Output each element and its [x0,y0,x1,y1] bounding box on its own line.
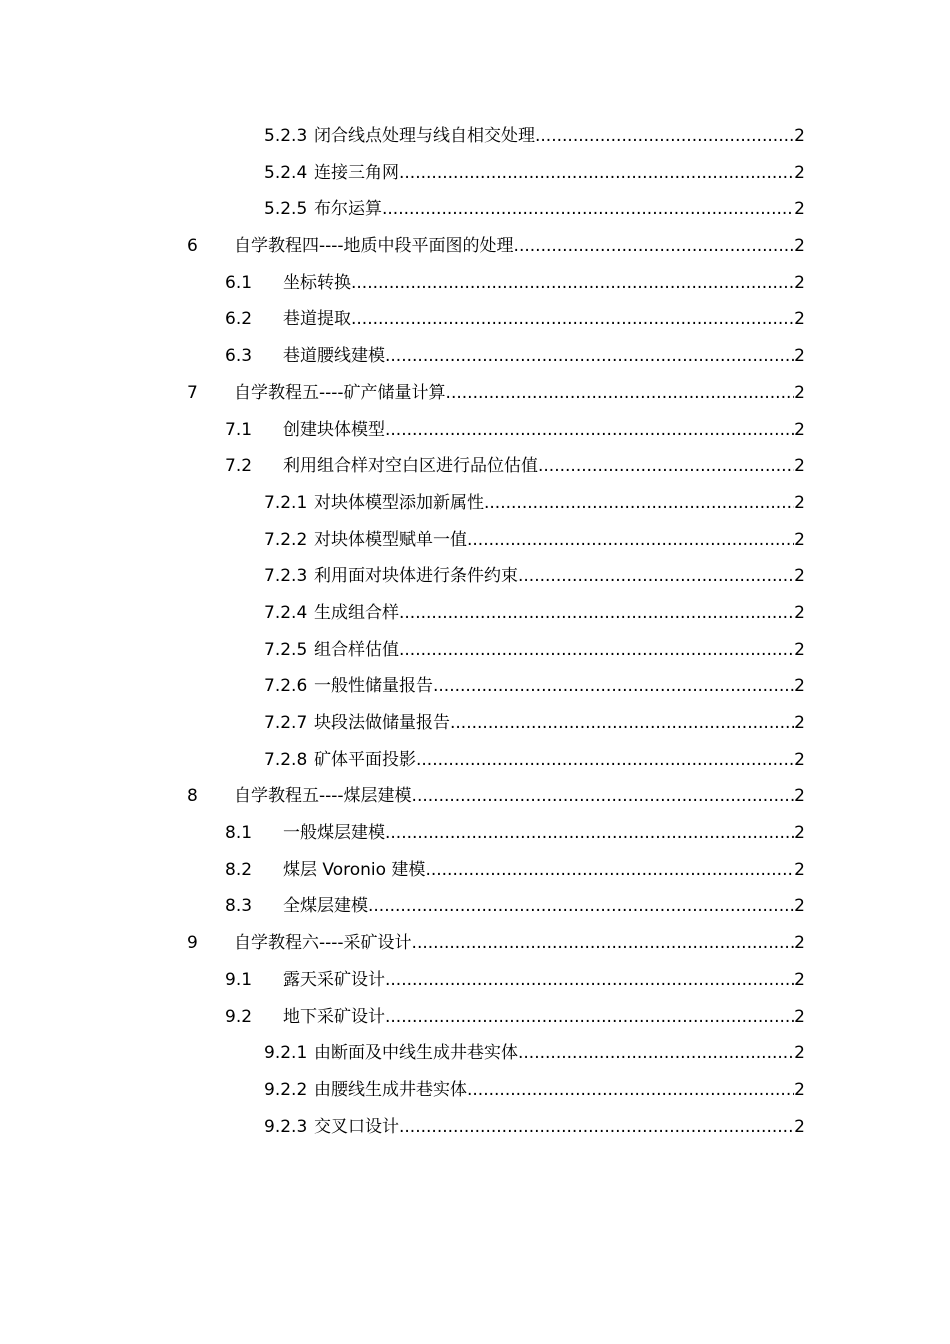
toc-number: 9 [187,933,198,954]
toc-entry-8-3[interactable] [0,888,950,925]
toc-entry-7-2-6[interactable] [0,668,950,705]
toc-entry-7-2-8[interactable] [0,742,950,779]
toc-page-number: 2 [794,419,805,440]
toc-page-number: 2 [794,382,805,403]
dot-leader [351,301,794,338]
toc-page-number: 2 [794,1079,805,1100]
toc-entry-7-2-3[interactable] [0,558,950,595]
toc-page-number: 2 [794,566,805,587]
toc-title: 一般性储量报告 [314,676,433,697]
toc-number: 9.2.2 [264,1079,308,1100]
toc-title: 自学教程六----采矿设计 [234,933,412,954]
toc-number: 7.2.2 [264,529,308,550]
toc-entry-5-2-3[interactable] [0,118,950,155]
dot-leader [412,778,795,815]
toc-entry-6-1[interactable] [0,265,950,302]
toc-number: 6.1 [225,272,253,293]
toc-entry-7[interactable] [0,375,950,412]
toc-entry-6-3[interactable] [0,338,950,375]
toc-title: 坐标转换 [283,272,351,293]
dot-leader [385,412,794,449]
toc-number: 9.2.1 [264,1043,308,1064]
dot-leader [385,338,794,375]
toc-title: 自学教程五----煤层建模 [234,786,412,807]
toc-title: 露天采矿设计 [283,969,385,990]
toc-page-number: 2 [794,676,805,697]
dot-leader [399,632,794,669]
dot-leader [399,595,794,632]
toc-entry-7-2-7[interactable] [0,705,950,742]
toc-number: 5.2.3 [264,126,308,146]
toc-page-number: 2 [794,896,805,917]
toc-page-number: 2 [794,602,805,623]
toc-title: 由断面及中线生成井巷实体 [314,1043,518,1064]
toc-title: 利用面对块体进行条件约束 [314,566,518,587]
toc-title: 矿体平面投影 [314,749,416,770]
toc-page-number: 2 [794,1006,805,1027]
toc-number: 7 [187,382,198,403]
dot-leader [518,1035,794,1072]
toc-entry-7-2[interactable] [0,448,950,485]
toc-number: 7.2.4 [264,602,308,623]
toc-number: 7.2.5 [264,639,308,660]
toc-page-number: 2 [794,236,805,257]
toc-number: 6.2 [225,309,253,330]
toc-page-number: 2 [794,272,805,293]
toc-entry-7-2-1[interactable] [0,485,950,522]
toc-title: 巷道腰线建模 [283,346,385,367]
toc-title: 自学教程五----矿产储量计算 [234,382,446,403]
toc-number: 8.3 [225,896,253,917]
toc-page-number: 2 [794,1043,805,1064]
toc-title: 闭合线点处理与线自相交处理 [314,126,535,146]
dot-leader [538,448,794,485]
toc-entry-8-2[interactable] [0,852,950,889]
toc-page-number: 2 [794,162,805,183]
toc-title: 利用组合样对空白区进行品位估值 [283,456,538,477]
toc-title: 自学教程四----地质中段平面图的处理 [234,236,514,257]
dot-leader [484,485,794,522]
dot-leader [412,925,795,962]
dot-leader [385,815,794,852]
toc-page-number: 2 [794,969,805,990]
toc-number: 7.2.7 [264,713,308,733]
toc-entry-6-2[interactable] [0,301,950,338]
toc-title: 组合样估值 [314,639,399,660]
dot-leader [425,852,794,889]
table-of-contents [0,118,950,1145]
toc-title: 生成组合样 [314,602,399,623]
toc-number: 8.2 [225,859,253,880]
toc-number: 7.1 [225,419,253,440]
toc-page-number: 2 [794,529,805,550]
toc-entry-9-2-2[interactable] [0,1072,950,1109]
toc-entry-9-2-3[interactable] [0,1109,950,1146]
toc-page-number: 2 [794,309,805,330]
dot-leader [368,888,794,925]
toc-title: 煤层 Voronio 建模 [283,859,426,880]
toc-page-number: 2 [794,456,805,477]
dot-leader [467,1072,794,1109]
toc-entry-9[interactable] [0,925,950,962]
toc-entry-8[interactable] [0,778,950,815]
toc-entry-7-2-4[interactable] [0,595,950,632]
toc-entry-5-2-5[interactable] [0,191,950,228]
toc-page-number: 2 [794,639,805,660]
toc-page-number: 2 [794,126,805,146]
dot-leader [518,558,794,595]
dot-leader [385,962,794,999]
toc-page-number: 2 [794,786,805,807]
dot-leader [514,228,795,265]
dot-leader [446,375,795,412]
toc-title: 由腰线生成井巷实体 [314,1079,467,1100]
toc-entry-5-2-4[interactable] [0,155,950,192]
toc-title: 地下采矿设计 [283,1006,385,1027]
dot-leader [433,668,794,705]
toc-title: 巷道提取 [283,309,351,330]
dot-leader [385,999,794,1036]
toc-number: 5.2.5 [264,199,308,220]
dot-leader [450,705,794,742]
toc-number: 9.2 [225,1006,253,1027]
toc-entry-7-1[interactable] [0,412,950,449]
toc-title: 创建块体模型 [283,419,385,440]
toc-title: 对块体模型赋单一值 [314,529,467,550]
toc-entry-7-2-2[interactable] [0,522,950,559]
toc-page-number: 2 [794,749,805,770]
dot-leader [416,742,794,779]
toc-entry-9-2-1[interactable] [0,1035,950,1072]
toc-entry-6[interactable] [0,228,950,265]
dot-leader [399,155,794,192]
toc-number: 5.2.4 [264,162,308,183]
toc-entry-8-1[interactable] [0,815,950,852]
toc-number: 8 [187,786,198,807]
toc-number: 7.2 [225,456,253,477]
toc-number: 6 [187,236,198,257]
toc-number: 7.2.1 [264,492,308,513]
toc-page-number: 2 [794,859,805,880]
dot-leader [467,522,794,559]
toc-title: 全煤层建模 [283,896,368,917]
toc-title: 连接三角网 [314,162,399,183]
dot-leader [399,1109,794,1146]
toc-title: 布尔运算 [314,199,382,220]
dot-leader [382,191,794,228]
toc-title: 块段法做储量报告 [314,713,450,733]
dot-leader [351,265,794,302]
toc-page-number: 2 [794,1116,805,1137]
toc-page-number: 2 [794,199,805,220]
toc-number: 7.2.8 [264,749,308,770]
toc-number: 9.2.3 [264,1116,308,1137]
toc-page-number: 2 [794,713,805,733]
toc-number: 6.3 [225,346,253,367]
toc-entry-9-2[interactable] [0,999,950,1036]
toc-title: 交叉口设计 [314,1116,399,1137]
toc-number: 7.2.3 [264,566,308,587]
toc-title: 对块体模型添加新属性 [314,492,484,513]
toc-number: 8.1 [225,823,253,844]
toc-page-number: 2 [794,492,805,513]
toc-entry-9-1[interactable] [0,962,950,999]
toc-page-number: 2 [794,933,805,954]
toc-page-number: 2 [794,346,805,367]
toc-entry-7-2-5[interactable] [0,632,950,669]
toc-title: 一般煤层建模 [283,823,385,844]
toc-page-number: 2 [794,823,805,844]
dot-leader [535,118,794,155]
toc-number: 9.1 [225,969,253,990]
toc-number: 7.2.6 [264,676,308,697]
